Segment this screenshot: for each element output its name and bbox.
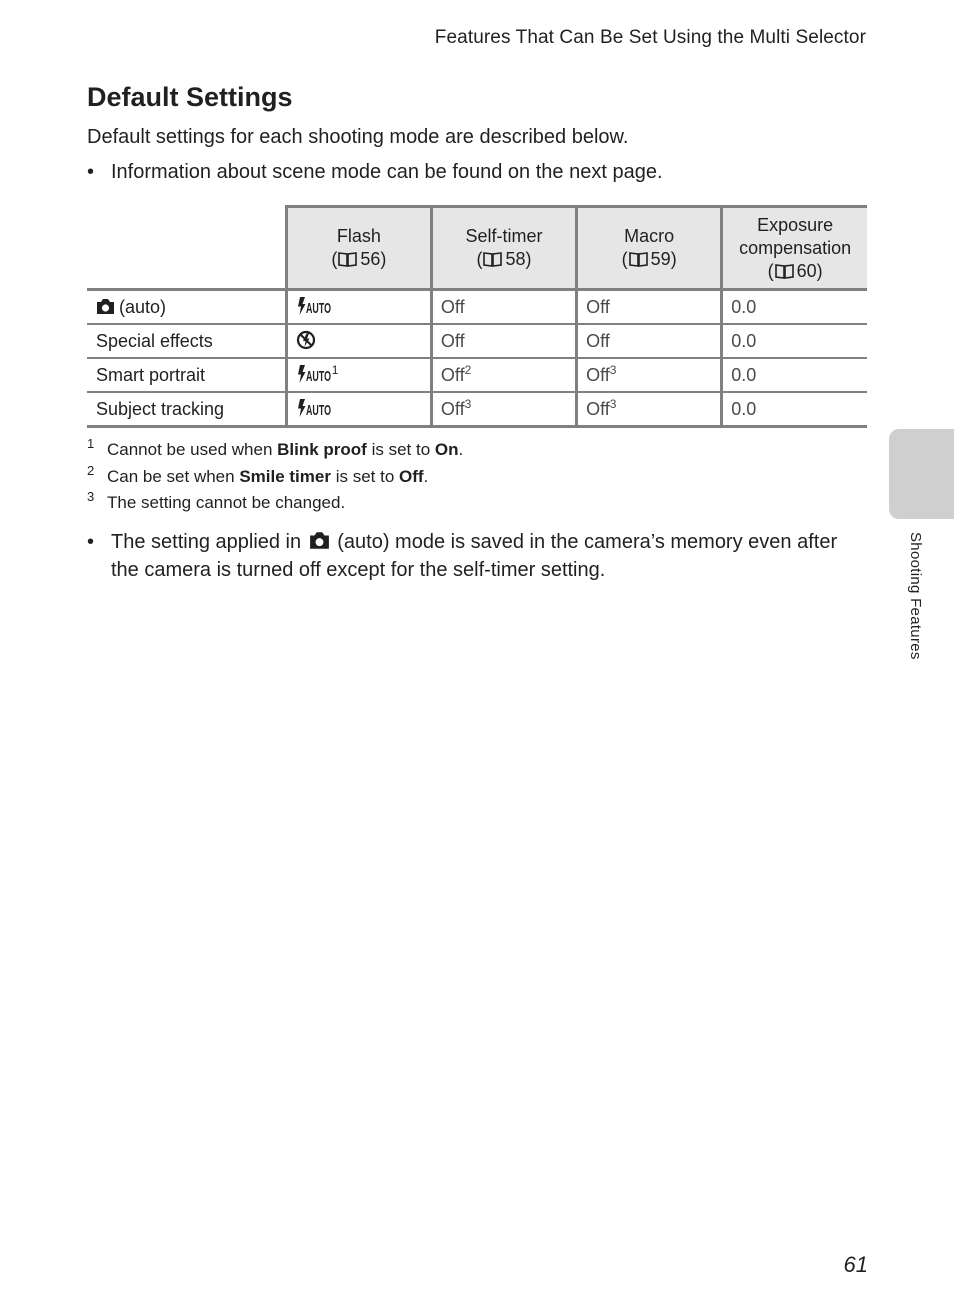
cell-macro (577, 358, 722, 392)
cell-self-timer (431, 392, 576, 427)
cell-flash (286, 358, 431, 392)
cell-exposure: 0.0 (722, 324, 867, 358)
bullet-auto-pre: The setting applied in (111, 531, 307, 553)
header-exposure-label-1: Exposure (757, 214, 834, 235)
cell-exposure: 0.0 (722, 290, 867, 325)
header-flash-ref: 56 (360, 249, 381, 269)
cell-macro: Off (577, 324, 722, 358)
table-row (87, 324, 867, 358)
footnote-ref: 3 (609, 362, 617, 377)
flash-auto-icon (296, 364, 332, 384)
header-flash-label: Flash (336, 226, 381, 246)
header-exposure-label-2: compensation (739, 237, 852, 258)
default-settings-table (87, 205, 867, 428)
table-row (87, 392, 867, 427)
cell-macro: Off (577, 290, 722, 325)
table-row (87, 290, 867, 325)
footnote-number: 1 (87, 436, 95, 451)
bullet-dot: • (87, 531, 95, 553)
footnote-3 (87, 489, 463, 520)
header-self-timer-ref: 58 (505, 249, 526, 269)
running-header: Features That Can Be Set Using the Multi Selector (434, 27, 866, 48)
cell-value: Off (440, 364, 465, 385)
header-blank-cell (87, 207, 286, 290)
footnote-bold: On (434, 440, 459, 459)
footnote-ref: 3 (609, 396, 617, 411)
header-exposure-ref: 60 (796, 260, 817, 281)
header-self-timer-label: Self-timer (465, 226, 543, 246)
footnote-text: . (458, 440, 464, 459)
cell-flash (286, 392, 431, 427)
footnote-text: . (423, 466, 429, 486)
cell-macro (577, 392, 722, 427)
footnote-2 (87, 462, 463, 494)
bullet-scene-text: Information about scene mode can be found on the next page. (111, 161, 663, 183)
svg-text:AUTO: AUTO (305, 300, 331, 316)
row-label: Special effects (87, 324, 286, 358)
header-self-timer: Self-timer ( 58) (431, 207, 576, 290)
book-icon (629, 251, 648, 267)
header-macro-ref: 59 (650, 249, 671, 269)
footnote-text: Can be set when (107, 466, 240, 486)
cell-self-timer (431, 358, 576, 392)
row-label: Smart portrait (87, 358, 286, 392)
section-tab (889, 429, 954, 519)
book-icon (483, 251, 502, 267)
book-icon (338, 251, 357, 267)
section-tab-label: Shooting Features (907, 532, 924, 660)
footnotes (87, 436, 464, 520)
footnote-bold: Off (399, 466, 424, 486)
footnote-1 (87, 436, 464, 467)
svg-text:AUTO: AUTO (305, 402, 331, 418)
table-row (87, 358, 867, 392)
footnote-text: Cannot be used when (107, 440, 278, 459)
bullet-auto-post: (auto) mode is saved in the camera’s memory even after the camera is turned off except for the self-timer setting. (111, 531, 838, 581)
book-icon (775, 263, 794, 279)
table-header-row (87, 207, 867, 290)
header-flash: Flash ( 56) (286, 207, 431, 290)
footnote-text: The setting cannot be changed. (107, 493, 346, 512)
cell-value: Off (586, 364, 610, 385)
bullet-scene-info (87, 158, 847, 186)
footnote-ref: 2 (464, 362, 472, 377)
header-exposure: Exposure compensation ( 60) (722, 207, 867, 290)
svg-text:AUTO: AUTO (305, 368, 331, 384)
cell-value: Off (586, 398, 610, 419)
bullet-auto-memory (87, 528, 847, 584)
row-label-auto (87, 290, 286, 325)
cell-value: Off (440, 398, 465, 419)
cell-self-timer: Off (431, 324, 576, 358)
cell-self-timer: Off (431, 290, 576, 325)
row-label-auto-text: (auto) (119, 296, 167, 317)
cell-flash (286, 290, 431, 325)
header-macro: Macro ( 59) (577, 207, 722, 290)
footnote-text: is set to (330, 466, 399, 486)
footnote-number: 3 (87, 489, 95, 504)
auto-mode-camera-icon (96, 298, 115, 315)
flash-auto-icon (296, 398, 332, 418)
cell-exposure: 0.0 (722, 392, 867, 427)
flash-off-icon (296, 330, 316, 350)
page-number: 61 (843, 1252, 868, 1277)
footnote-ref: 1 (331, 363, 339, 377)
footnote-bold: Smile timer (239, 466, 331, 486)
intro-text: Default settings for each shooting mode are described below. (87, 126, 629, 148)
flash-auto-icon (296, 296, 332, 316)
auto-mode-camera-icon (309, 531, 330, 550)
cell-flash (286, 324, 431, 358)
row-label: Subject tracking (87, 392, 286, 427)
footnote-bold: Blink proof (277, 440, 367, 459)
page-title: Default Settings (87, 82, 293, 112)
header-macro-label: Macro (624, 226, 675, 246)
footnote-number: 2 (87, 462, 95, 478)
footnote-text: is set to (366, 440, 435, 459)
cell-exposure: 0.0 (722, 358, 867, 392)
footnote-ref: 3 (464, 396, 472, 411)
bullet-auto-text (111, 528, 847, 584)
bullet-dot: • (87, 161, 95, 183)
